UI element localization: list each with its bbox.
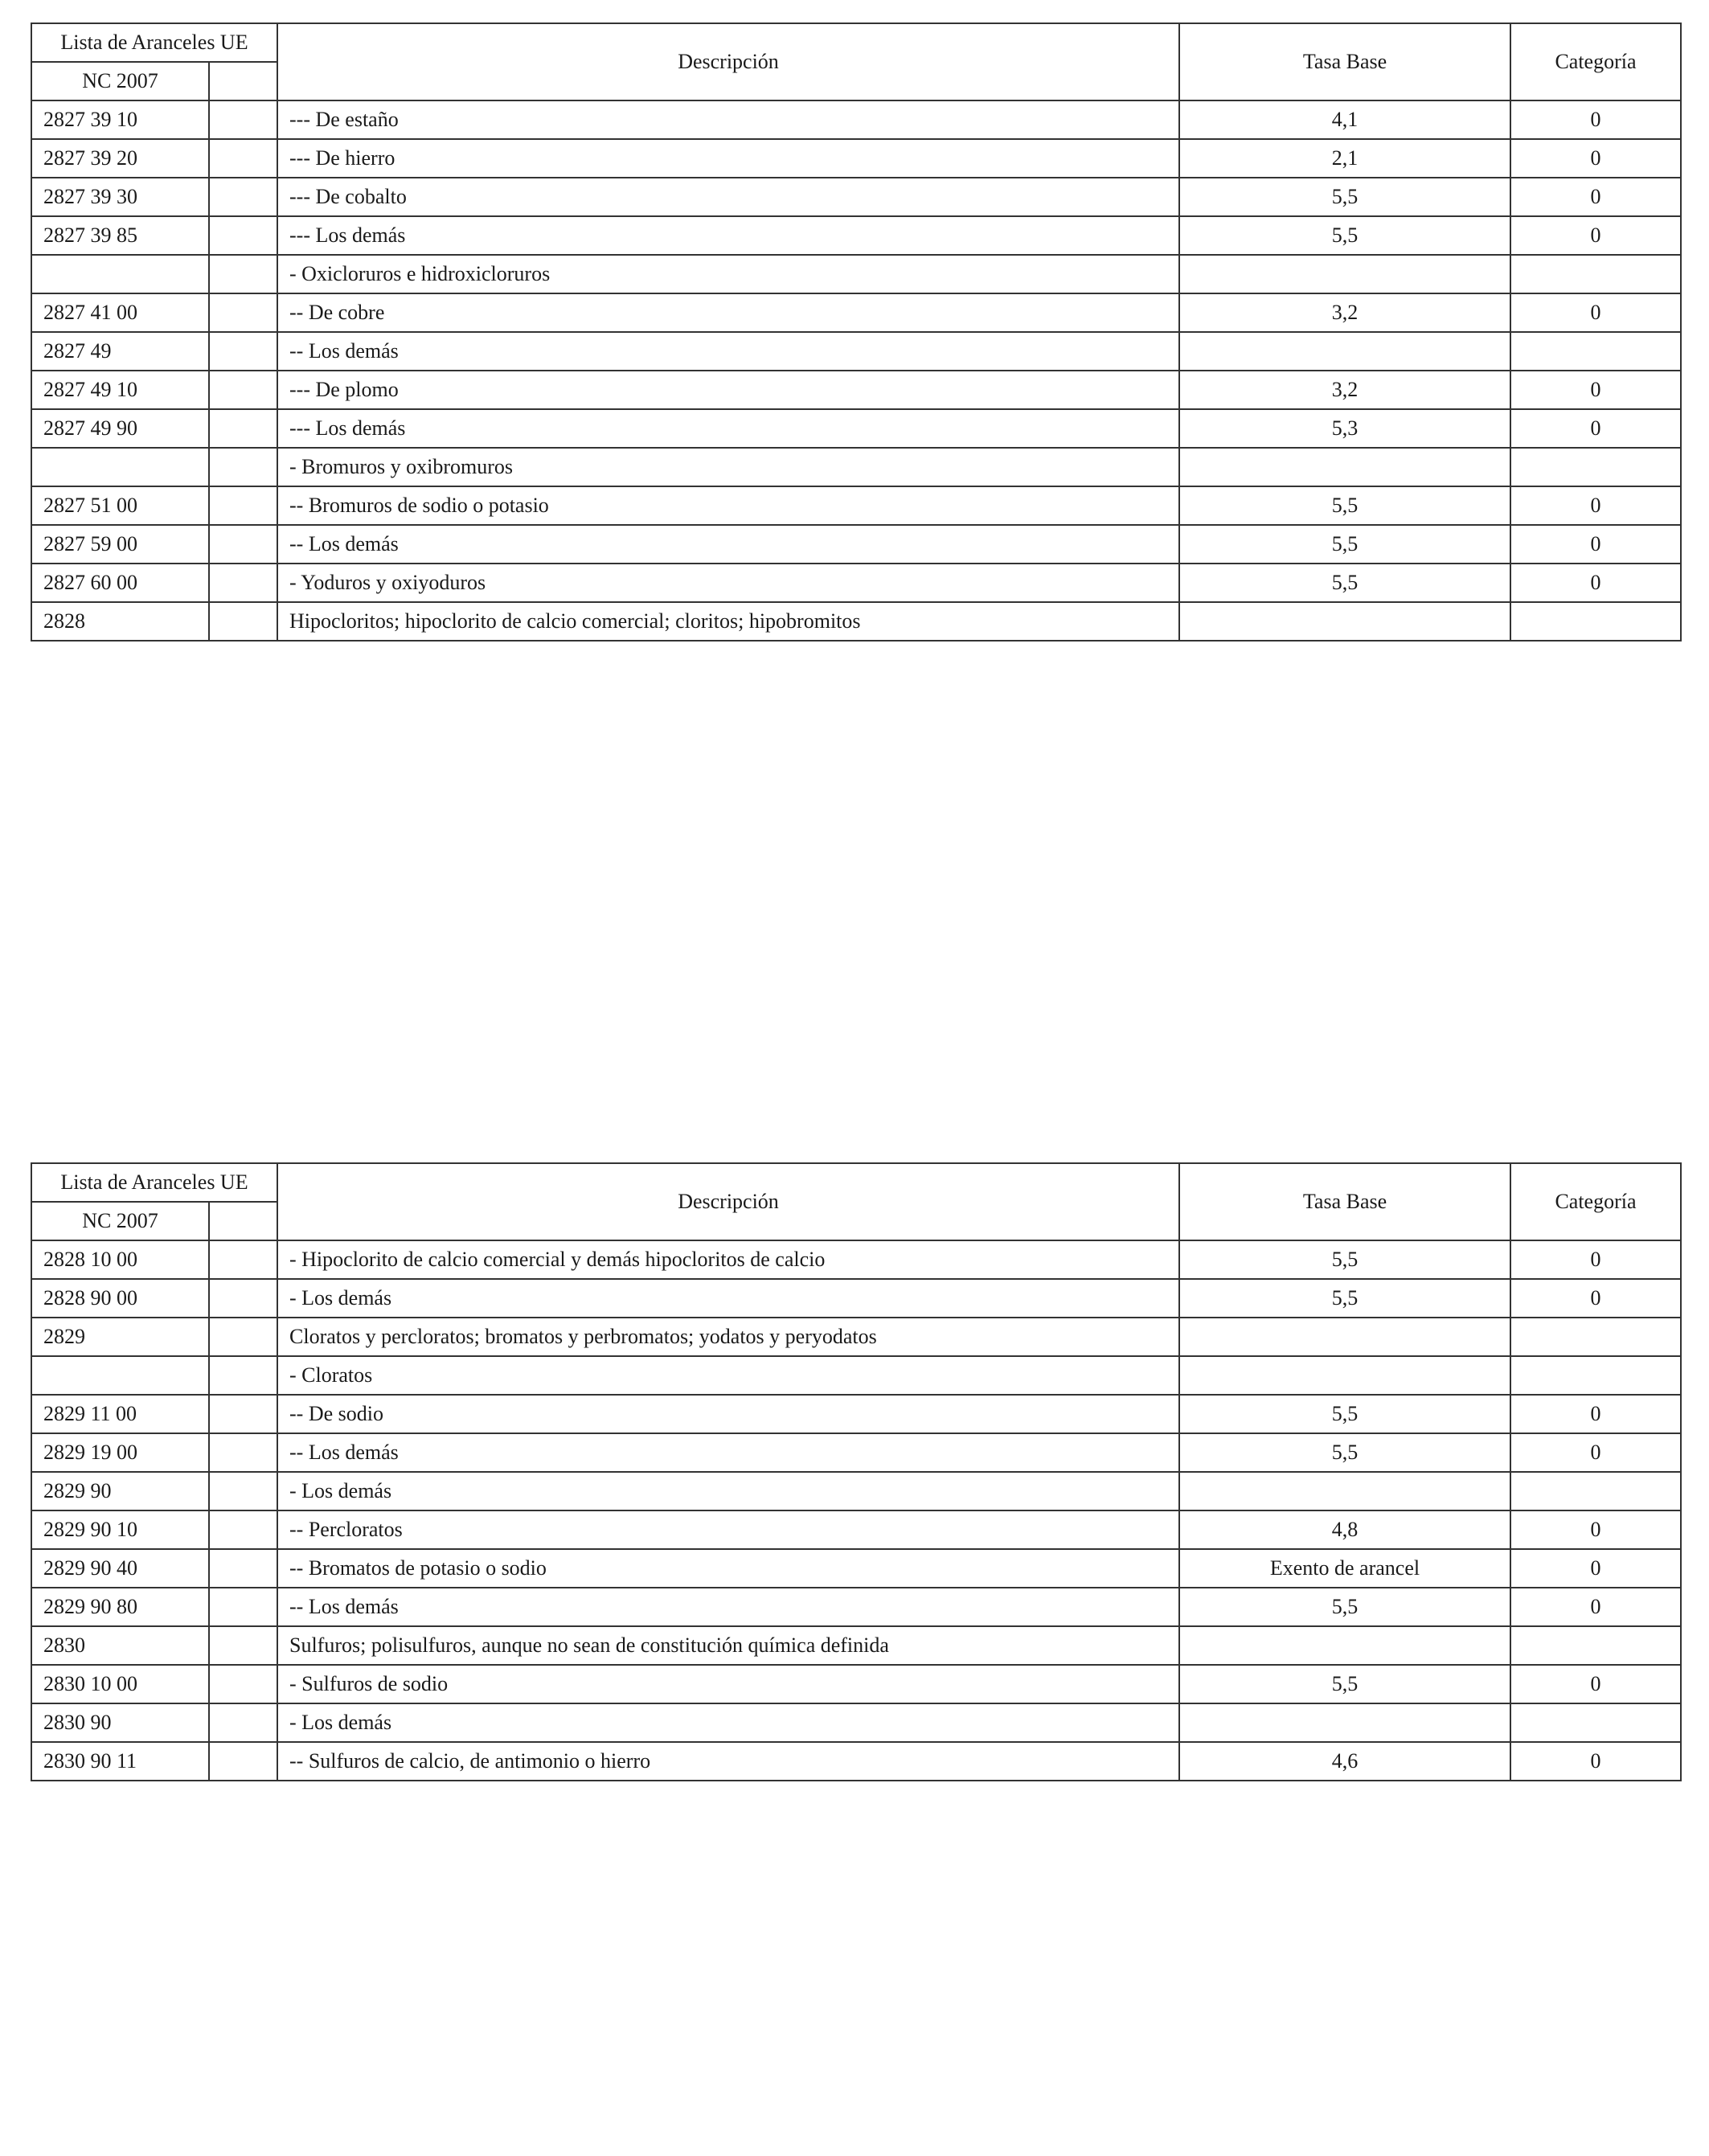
- category-cell: 0: [1510, 564, 1681, 602]
- base-rate-cell: 5,5: [1179, 216, 1510, 255]
- description-cell: - Oxicloruros e hidroxicloruros: [277, 255, 1179, 293]
- spacer-cell: [209, 1433, 277, 1472]
- spacer-cell: [209, 1742, 277, 1781]
- spacer-cell: [209, 525, 277, 564]
- description-cell: -- De cobre: [277, 293, 1179, 332]
- spacer-cell: [209, 564, 277, 602]
- table-row: [31, 100, 1681, 139]
- code-cell: 2827 41 00: [31, 293, 209, 332]
- code-cell: 2828 90 00: [31, 1279, 209, 1318]
- category-cell: [1510, 448, 1681, 486]
- category-cell: [1510, 602, 1681, 641]
- category-cell: 0: [1510, 1665, 1681, 1703]
- tariff-table-1: [31, 23, 1682, 641]
- spacer-cell: [209, 1703, 277, 1742]
- description-cell: - Los demás: [277, 1472, 1179, 1510]
- description-cell: --- De plomo: [277, 371, 1179, 409]
- table-row: [31, 1318, 1681, 1356]
- table-row: [31, 448, 1681, 486]
- description-cell: --- Los demás: [277, 409, 1179, 448]
- description-cell: -- De sodio: [277, 1395, 1179, 1433]
- base-rate-cell: 5,5: [1179, 1665, 1510, 1703]
- header-empty-cell: [209, 62, 277, 100]
- code-cell: 2827 60 00: [31, 564, 209, 602]
- base-rate-cell: 3,2: [1179, 371, 1510, 409]
- description-cell: -- Los demás: [277, 332, 1179, 371]
- code-cell: 2827 39 10: [31, 100, 209, 139]
- spacer-cell: [209, 371, 277, 409]
- description-cell: --- Los demás: [277, 216, 1179, 255]
- base-rate-cell: 2,1: [1179, 139, 1510, 178]
- category-cell: 0: [1510, 371, 1681, 409]
- base-rate-cell: [1179, 1626, 1510, 1665]
- header-base-rate: Tasa Base: [1179, 1163, 1510, 1240]
- table-row: [31, 1549, 1681, 1588]
- header-description: Descripción: [277, 1163, 1179, 1240]
- table-row: [31, 1395, 1681, 1433]
- spacer-cell: [209, 602, 277, 641]
- base-rate-cell: Exento de arancel: [1179, 1549, 1510, 1588]
- base-rate-cell: 4,6: [1179, 1742, 1510, 1781]
- table-row: [31, 525, 1681, 564]
- description-cell: - Los demás: [277, 1279, 1179, 1318]
- base-rate-cell: [1179, 255, 1510, 293]
- spacer-cell: [209, 1549, 277, 1588]
- base-rate-cell: [1179, 1318, 1510, 1356]
- code-cell: 2827 51 00: [31, 486, 209, 525]
- category-cell: 0: [1510, 486, 1681, 525]
- category-cell: 0: [1510, 1549, 1681, 1588]
- spacer-cell: [209, 255, 277, 293]
- description-cell: -- Bromuros de sodio o potasio: [277, 486, 1179, 525]
- code-cell: 2828 10 00: [31, 1240, 209, 1279]
- table-row: [31, 1510, 1681, 1549]
- code-cell: 2827 59 00: [31, 525, 209, 564]
- spacer-cell: [209, 178, 277, 216]
- code-cell: 2829 11 00: [31, 1395, 209, 1433]
- code-cell: 2829 90 10: [31, 1510, 209, 1549]
- category-cell: 0: [1510, 1279, 1681, 1318]
- header-row-top: [31, 1163, 1681, 1202]
- table-row: [31, 178, 1681, 216]
- table-row: [31, 1472, 1681, 1510]
- description-cell: Hipocloritos; hipoclorito de calcio comercial; cloritos; hipobromitos: [277, 602, 1179, 641]
- base-rate-cell: [1179, 1356, 1510, 1395]
- category-cell: 0: [1510, 1742, 1681, 1781]
- table-row: [31, 486, 1681, 525]
- table-row: [31, 1279, 1681, 1318]
- category-cell: 0: [1510, 293, 1681, 332]
- spacer-cell: [209, 1665, 277, 1703]
- code-cell: [31, 448, 209, 486]
- table-row: [31, 293, 1681, 332]
- spacer-cell: [209, 332, 277, 371]
- code-cell: 2829: [31, 1318, 209, 1356]
- category-cell: 0: [1510, 178, 1681, 216]
- tariff-table-2: [31, 1162, 1682, 1781]
- base-rate-cell: [1179, 1472, 1510, 1510]
- base-rate-cell: [1179, 1703, 1510, 1742]
- description-cell: Cloratos y percloratos; bromatos y perbromatos; yodatos y peryodatos: [277, 1318, 1179, 1356]
- category-cell: 0: [1510, 139, 1681, 178]
- description-cell: -- Los demás: [277, 1433, 1179, 1472]
- table-body: [31, 1240, 1681, 1781]
- table-row: [31, 1240, 1681, 1279]
- table-row: [31, 1665, 1681, 1703]
- description-cell: -- Sulfuros de calcio, de antimonio o hierro: [277, 1742, 1179, 1781]
- description-cell: -- Los demás: [277, 1588, 1179, 1626]
- header-empty-cell: [209, 1202, 277, 1240]
- category-cell: 0: [1510, 1395, 1681, 1433]
- base-rate-cell: [1179, 448, 1510, 486]
- table-row: [31, 1626, 1681, 1665]
- code-cell: 2827 49 90: [31, 409, 209, 448]
- header-code-col: NC 2007: [31, 1202, 209, 1240]
- base-rate-cell: 4,1: [1179, 100, 1510, 139]
- description-cell: - Bromuros y oxibromuros: [277, 448, 1179, 486]
- base-rate-cell: [1179, 332, 1510, 371]
- header-group-cell: Lista de Aranceles UE: [31, 1163, 277, 1202]
- category-cell: 0: [1510, 100, 1681, 139]
- description-cell: Sulfuros; polisulfuros, aunque no sean de constitución química definida: [277, 1626, 1179, 1665]
- category-cell: [1510, 332, 1681, 371]
- spacer-cell: [209, 409, 277, 448]
- description-cell: -- Bromatos de potasio o sodio: [277, 1549, 1179, 1588]
- description-cell: - Hipoclorito de calcio comercial y demás hipocloritos de calcio: [277, 1240, 1179, 1279]
- base-rate-cell: 4,8: [1179, 1510, 1510, 1549]
- header-group-cell: Lista de Aranceles UE: [31, 23, 277, 62]
- code-cell: 2827 49: [31, 332, 209, 371]
- code-cell: 2830 10 00: [31, 1665, 209, 1703]
- table-row: [31, 216, 1681, 255]
- header-row-top: [31, 23, 1681, 62]
- code-cell: [31, 1356, 209, 1395]
- category-cell: [1510, 1703, 1681, 1742]
- category-cell: 0: [1510, 525, 1681, 564]
- header-category: Categoría: [1510, 23, 1681, 100]
- table-row: [31, 255, 1681, 293]
- category-cell: 0: [1510, 1240, 1681, 1279]
- base-rate-cell: 5,5: [1179, 1588, 1510, 1626]
- code-cell: 2829 90 80: [31, 1588, 209, 1626]
- base-rate-cell: 5,5: [1179, 525, 1510, 564]
- category-cell: 0: [1510, 1433, 1681, 1472]
- code-cell: 2830 90: [31, 1703, 209, 1742]
- base-rate-cell: 5,5: [1179, 486, 1510, 525]
- base-rate-cell: 5,5: [1179, 564, 1510, 602]
- spacer-cell: [209, 1588, 277, 1626]
- category-cell: 0: [1510, 409, 1681, 448]
- header-code-col: NC 2007: [31, 62, 209, 100]
- table-row: [31, 409, 1681, 448]
- category-cell: [1510, 1318, 1681, 1356]
- category-cell: [1510, 1472, 1681, 1510]
- category-cell: 0: [1510, 1510, 1681, 1549]
- code-cell: [31, 255, 209, 293]
- description-cell: - Los demás: [277, 1703, 1179, 1742]
- description-cell: - Yoduros y oxiyoduros: [277, 564, 1179, 602]
- table-row: [31, 1703, 1681, 1742]
- spacer-cell: [209, 1240, 277, 1279]
- base-rate-cell: 5,5: [1179, 1279, 1510, 1318]
- category-cell: [1510, 1626, 1681, 1665]
- table-row: [31, 1588, 1681, 1626]
- code-cell: 2827 39 85: [31, 216, 209, 255]
- spacer-cell: [209, 139, 277, 178]
- header-category: Categoría: [1510, 1163, 1681, 1240]
- spacer-cell: [209, 1318, 277, 1356]
- spacer-cell: [209, 486, 277, 525]
- table-row: [31, 1742, 1681, 1781]
- base-rate-cell: 5,3: [1179, 409, 1510, 448]
- base-rate-cell: 5,5: [1179, 1240, 1510, 1279]
- category-cell: [1510, 255, 1681, 293]
- spacer-cell: [209, 1510, 277, 1549]
- code-cell: 2827 39 20: [31, 139, 209, 178]
- code-cell: 2829 19 00: [31, 1433, 209, 1472]
- code-cell: 2829 90 40: [31, 1549, 209, 1588]
- code-cell: 2827 49 10: [31, 371, 209, 409]
- header-base-rate: Tasa Base: [1179, 23, 1510, 100]
- table-row: [31, 564, 1681, 602]
- spacer-cell: [209, 1472, 277, 1510]
- code-cell: 2830 90 11: [31, 1742, 209, 1781]
- spacer-cell: [209, 1279, 277, 1318]
- table-row: [31, 1433, 1681, 1472]
- spacer-cell: [209, 1356, 277, 1395]
- code-cell: 2830: [31, 1626, 209, 1665]
- description-cell: - Cloratos: [277, 1356, 1179, 1395]
- category-cell: 0: [1510, 216, 1681, 255]
- table-row: [31, 602, 1681, 641]
- code-cell: 2829 90: [31, 1472, 209, 1510]
- spacer-cell: [209, 216, 277, 255]
- base-rate-cell: 3,2: [1179, 293, 1510, 332]
- description-cell: --- De estaño: [277, 100, 1179, 139]
- header-description: Descripción: [277, 23, 1179, 100]
- spacer-cell: [209, 100, 277, 139]
- table-row: [31, 371, 1681, 409]
- spacer-cell: [209, 448, 277, 486]
- table-row: [31, 1356, 1681, 1395]
- description-cell: -- Percloratos: [277, 1510, 1179, 1549]
- description-cell: - Sulfuros de sodio: [277, 1665, 1179, 1703]
- table-body: [31, 100, 1681, 641]
- spacer-cell: [209, 1395, 277, 1433]
- spacer-cell: [209, 293, 277, 332]
- code-cell: 2827 39 30: [31, 178, 209, 216]
- base-rate-cell: 5,5: [1179, 178, 1510, 216]
- table-row: [31, 139, 1681, 178]
- category-cell: [1510, 1356, 1681, 1395]
- base-rate-cell: [1179, 602, 1510, 641]
- description-cell: --- De cobalto: [277, 178, 1179, 216]
- description-cell: --- De hierro: [277, 139, 1179, 178]
- description-cell: -- Los demás: [277, 525, 1179, 564]
- table-row: [31, 332, 1681, 371]
- code-cell: 2828: [31, 602, 209, 641]
- spacer-cell: [209, 1626, 277, 1665]
- base-rate-cell: 5,5: [1179, 1433, 1510, 1472]
- base-rate-cell: 5,5: [1179, 1395, 1510, 1433]
- category-cell: 0: [1510, 1588, 1681, 1626]
